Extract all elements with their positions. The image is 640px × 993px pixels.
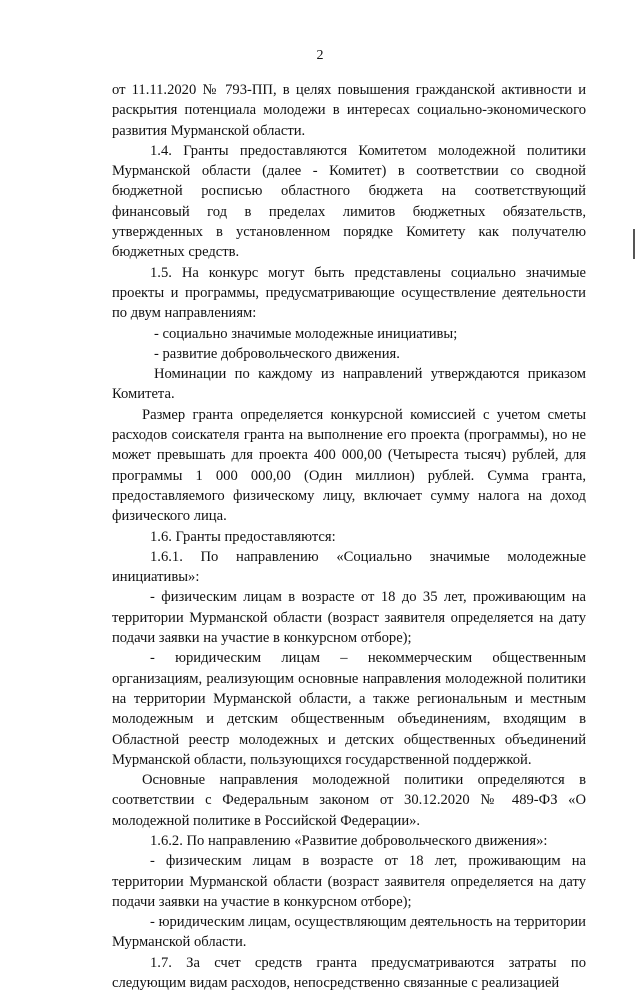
paragraph-1-7: 1.7. За счет средств гранта предусматриваются затраты по следующим видам расходов, непосредственно связанные с реализацией <box>112 954 586 992</box>
document-body <box>112 80 586 993</box>
list-item: - физическим лицам в возрасте от 18 лет, проживающим на территории Мурманской области (возраст заявителя определяется на дату подачи заявки на участие в конкурсном отборе); <box>112 853 586 910</box>
paragraph-1-5: 1.5. На конкурс могут быть представлены социально значимые проекты и программы, предусматривающие осуществление деятельности по двум направлениям: <box>112 264 586 322</box>
list-item: - развитие добровольческого движения. <box>154 345 400 362</box>
list-item: - юридическим лицам, осуществляющим деятельность на территории Мурманской области. <box>112 914 586 951</box>
list-item: - социально значимые молодежные инициативы; <box>154 325 458 342</box>
paragraph-1-6-1: 1.6.1. По направлению «Социально значимые молодежные инициативы»: <box>112 548 586 586</box>
paragraph: Номинации по каждому из направлений утверждаются приказом Комитета. <box>112 366 586 403</box>
paragraph: от 11.11.2020 № 793-ПП, в целях повышения гражданской активности и раскрытия потенциала молодежи в интересах социально-экономического развития Мурманской области. <box>112 82 586 139</box>
list-item: - юридическим лицам – некоммерческим общественным организациям, реализующим основные направления молодежной политики на территории Мурманской области, а также региональным и местным молодежным и детским общественным объединениям, входящим в Областной реестр молодежных и детских общественных объединений Мурманской области, пользующихся государственной поддержкой. <box>112 650 586 768</box>
page-number: 2 <box>316 48 324 63</box>
paragraph-1-4: 1.4. Гранты предоставляются Комитетом молодежной политики Мурманской области (далее - Комитет) в соответствии со сводной бюджетной росписью областного бюджета на соответствующий финансовый год в пределах лимитов бюджетных обязательств, утвержденных в установленном порядке Комитету как получателю бюджетных средств. <box>112 142 586 261</box>
paragraph-1-6: 1.6. Гранты предоставляются: <box>150 528 336 545</box>
paragraph: Основные направления молодежной политики определяются в соответствии с Федеральным законом от 30.12.2020 № 489-ФЗ «О молодежной политике в Российской Федерации». <box>112 772 586 829</box>
margin-mark <box>633 229 635 259</box>
paragraph-1-6-2: 1.6.2. По направлению «Развитие добровольческого движения»: <box>150 832 548 849</box>
list-item: - физическим лицам в возрасте от 18 до 35 лет, проживающим на территории Мурманской области (возраст заявителя определяется на дату подачи заявки на участие в конкурсном отборе); <box>112 589 586 647</box>
paragraph: Размер гранта определяется конкурсной комиссией с учетом сметы расходов соискателя гранта на выполнение его проекта (программы), но не может превышать для проекта 400 000,00 (Четыреста тысяч) рублей, для программы 1 000 000,00 (Один миллион) рублей. Сумма гранта, предоставляемого физическому лицу, включает сумму налога на доход физического лица. <box>112 406 586 525</box>
